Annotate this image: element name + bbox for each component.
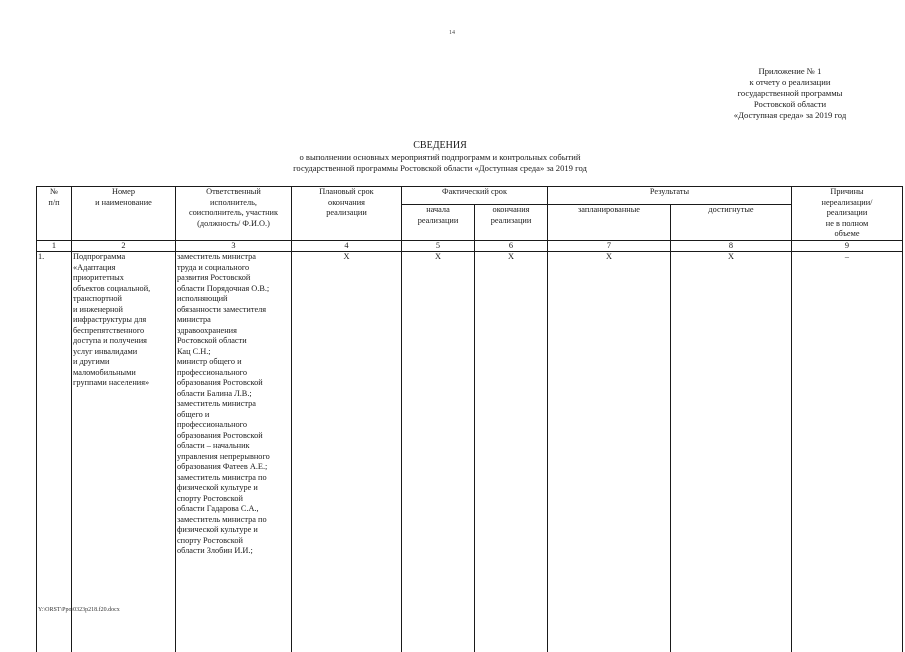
row-planned-term: X bbox=[292, 252, 402, 652]
row-results-achieved: X bbox=[671, 252, 792, 652]
appendix-line: государственной программы bbox=[690, 88, 890, 99]
header-num: № п/п bbox=[37, 187, 72, 241]
column-number: 3 bbox=[176, 240, 292, 252]
title-subline: государственной программы Ростовской области «Доступная среда» за 2019 год bbox=[240, 163, 640, 174]
header-executor: Ответственный исполнитель, соисполнитель, участник (должность/ Ф.И.О.) bbox=[176, 187, 292, 241]
row-actual-start: X bbox=[402, 252, 475, 652]
row-name: Подпрограмма «Адаптация приоритетных объектов социальной, транспортной и инженерной инфраструктуры для беспрепятственного доступа и получения услуг инвалидами и другими маломобильными группами населения» bbox=[72, 252, 176, 652]
row-executor: заместитель министра труда и социального развития Ростовской области Порядочная О.В.; исполняющий обязанности заместителя министра здравоохранения Ростовской области Кац С.Н.; министр общего и профессионального образования Ростовской области Балина Л.В.; заместитель министра общего и профессионального образования Ростовской области – начальник управления непрерывного образования Фатеев А.Е.; заместитель министра по физической культуре и спорту Ростовской области Гадарова С.А., заместитель министра по физической культуре и спорту Ростовской области Злобин И.И.; bbox=[176, 252, 292, 652]
report-table bbox=[36, 186, 903, 652]
row-reasons: – bbox=[792, 252, 903, 652]
header-planned-term: Плановый срок окончания реализации bbox=[292, 187, 402, 241]
row-results-planned: X bbox=[548, 252, 671, 652]
row-num: 1. bbox=[37, 252, 72, 652]
appendix-line: Приложение № 1 bbox=[690, 66, 890, 77]
header-actual-term: Фактический срок bbox=[402, 187, 548, 205]
header-results: Результаты bbox=[548, 187, 792, 205]
header-name: Номер и наименование bbox=[72, 187, 176, 241]
title-subline: о выполнении основных мероприятий подпрограмм и контрольных событий bbox=[240, 152, 640, 163]
table-row bbox=[37, 252, 903, 652]
appendix-note bbox=[690, 66, 890, 121]
column-number-row bbox=[37, 240, 903, 252]
column-number: 2 bbox=[72, 240, 176, 252]
header-actual-start: начала реализации bbox=[402, 205, 475, 240]
row-actual-end: X bbox=[475, 252, 548, 652]
title-heading: СВЕДЕНИЯ bbox=[240, 140, 640, 152]
column-number: 5 bbox=[402, 240, 475, 252]
appendix-line: Ростовской области bbox=[690, 99, 890, 110]
header-reasons: Причины нереализации/ реализации не в полном объеме bbox=[792, 187, 903, 241]
file-path-footer: Y:\ORST\Ppo\0323p218.f20.docx bbox=[38, 607, 120, 613]
column-number: 9 bbox=[792, 240, 903, 252]
header-results-achieved: достигнутые bbox=[671, 205, 792, 240]
column-number: 1 bbox=[37, 240, 72, 252]
appendix-line: к отчету о реализации bbox=[690, 77, 890, 88]
page-number: 14 bbox=[449, 30, 455, 36]
column-number: 4 bbox=[292, 240, 402, 252]
column-number: 6 bbox=[475, 240, 548, 252]
document-title bbox=[240, 140, 640, 174]
header-actual-end: окончания реализации bbox=[475, 205, 548, 240]
appendix-line: «Доступная среда» за 2019 год bbox=[690, 110, 890, 121]
header-results-planned: запланированные bbox=[548, 205, 671, 240]
column-number: 8 bbox=[671, 240, 792, 252]
column-number: 7 bbox=[548, 240, 671, 252]
